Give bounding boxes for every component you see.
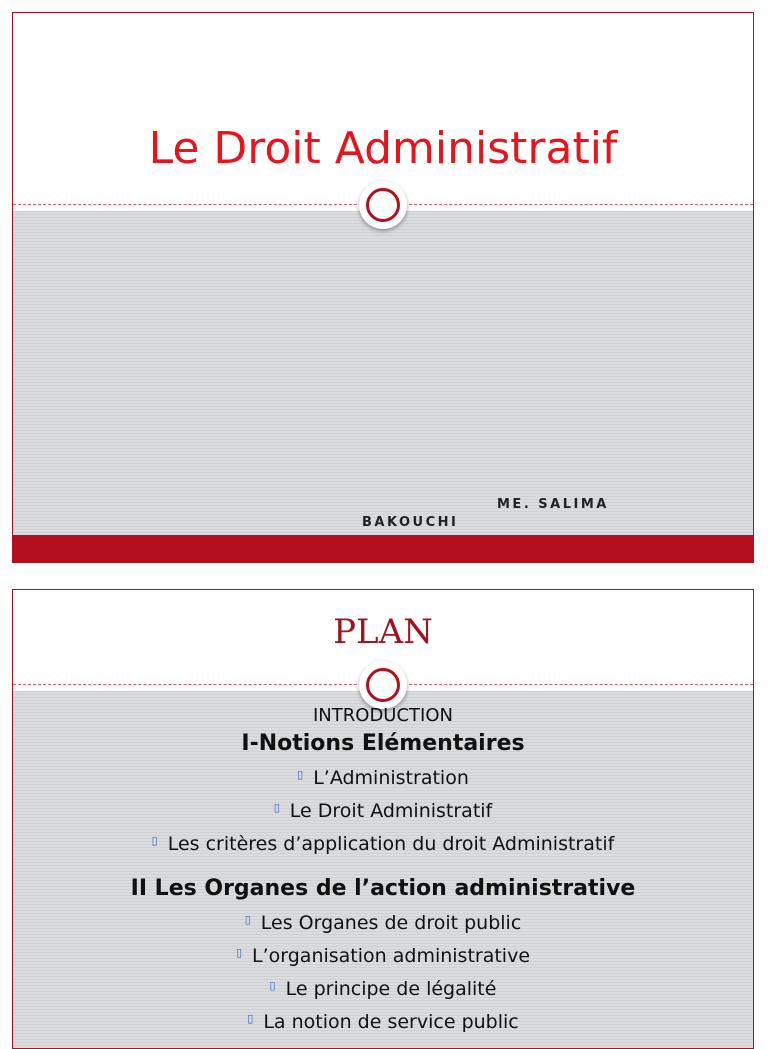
list-item-label: Le Droit Administratif (289, 800, 493, 822)
spacer (13, 859, 753, 873)
slide-title: Le Droit Administratif (148, 123, 618, 174)
footer-bar (13, 535, 753, 562)
author-name-line2: BAKOUCHI (362, 515, 459, 530)
section-heading-2: II Les Organes de l’action administrative (130, 876, 636, 901)
ring-ornament-icon (359, 181, 407, 229)
title-slide (12, 12, 754, 563)
title-area (13, 13, 753, 205)
list-item-label: La notion de service public (263, 1011, 519, 1033)
plan-list (13, 704, 753, 1037)
bullet-icon: ▯ (247, 1012, 254, 1025)
list-item-label: L’organisation administrative (252, 945, 531, 967)
list-item-label: Les Organes de droit public (260, 912, 522, 934)
intro-line: INTRODUCTION (313, 705, 453, 726)
bullet-icon: ▯ (235, 946, 243, 959)
ring-ornament-icon (359, 661, 407, 709)
list-item (13, 938, 753, 971)
list-item (13, 826, 753, 859)
list-item-label: Le principe de légalité (285, 978, 497, 1000)
list-item (13, 760, 753, 793)
plan-title: PLAN (333, 612, 433, 652)
content-area (13, 211, 753, 537)
bullet-icon: ▯ (269, 979, 276, 992)
list-item (13, 971, 753, 1004)
list-item (13, 1004, 753, 1037)
list-item (13, 793, 753, 826)
author-name-line1: ME. SALIMA (497, 497, 609, 512)
bullet-icon: ▯ (151, 834, 158, 847)
bullet-icon: ▯ (297, 768, 304, 781)
list-item-label: Les critères d’application du droit Administratif (167, 833, 615, 855)
list-item-label: L’Administration (313, 767, 469, 789)
bullet-icon: ▯ (244, 913, 251, 926)
section-heading-1: I-Notions Elémentaires (241, 731, 525, 756)
plan-slide (12, 589, 754, 1049)
bullet-icon: ▯ (273, 801, 280, 814)
list-item (13, 905, 753, 938)
